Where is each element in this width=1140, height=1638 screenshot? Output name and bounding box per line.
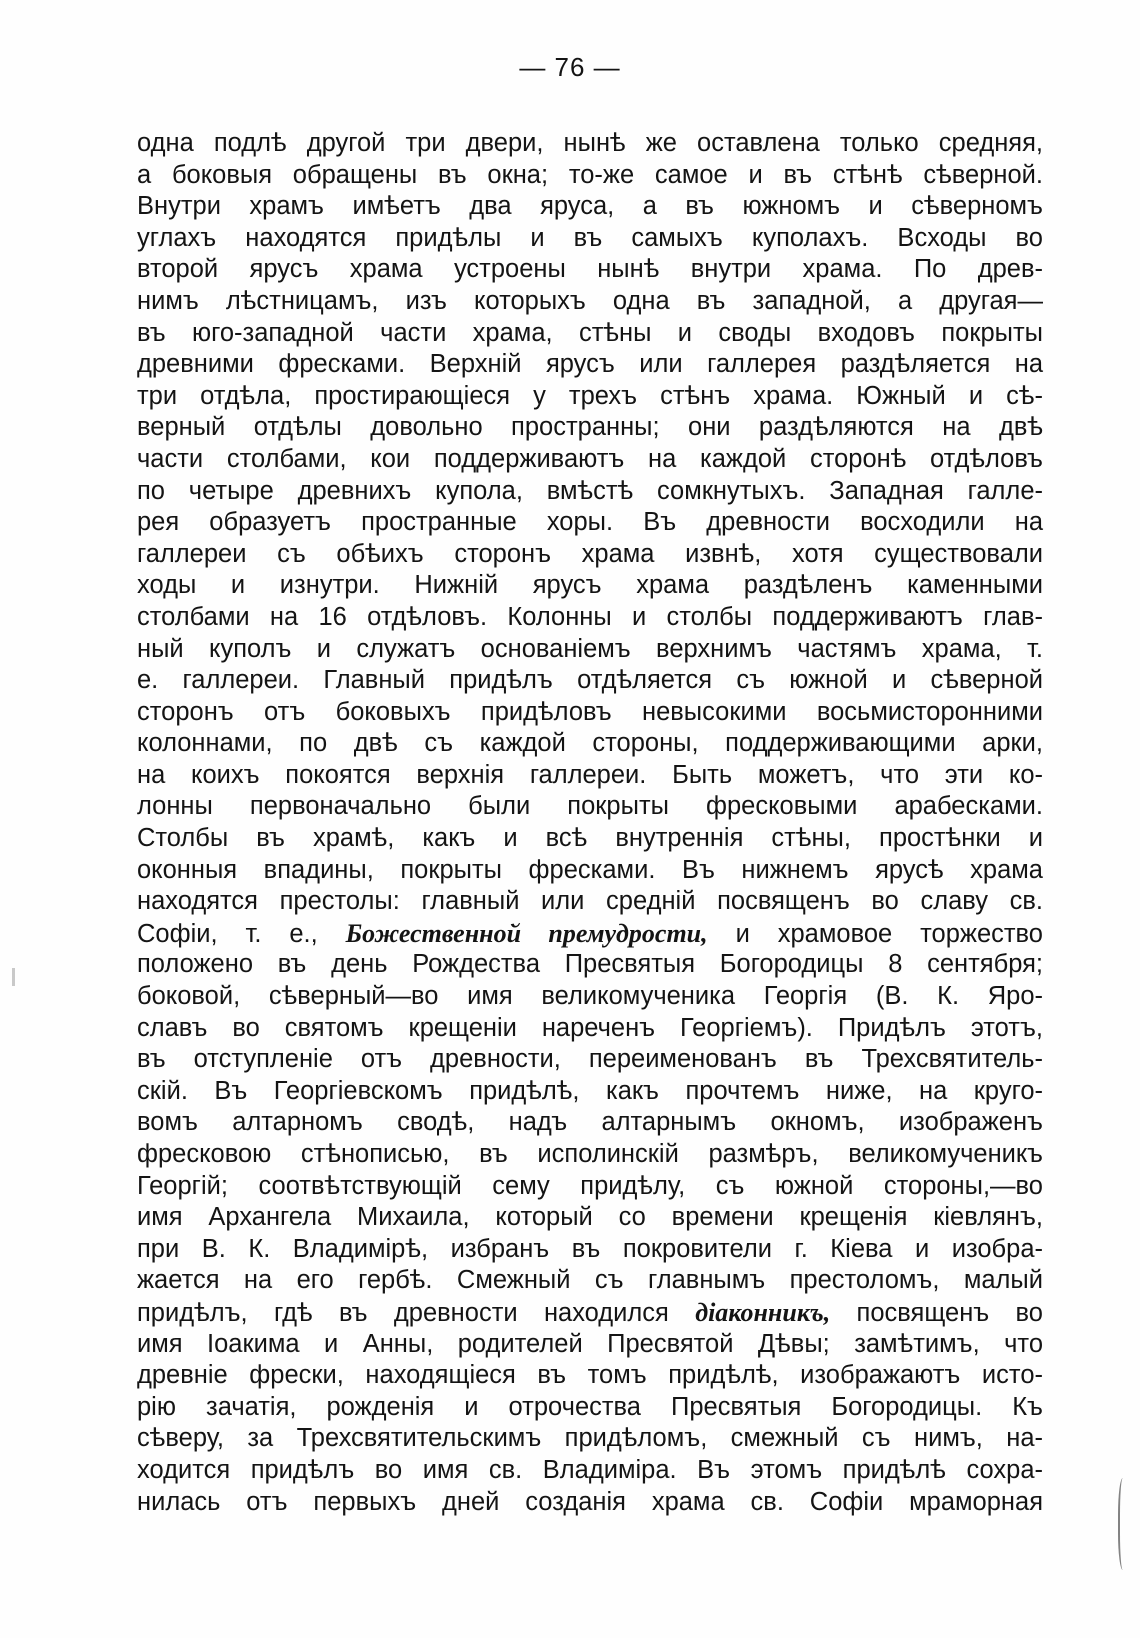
text-line: нимъ лѣстницамъ, изъ которыхъ одна въ западной, а другая— (137, 286, 1043, 315)
emphasized-text: Божественной премудрости, (345, 918, 708, 948)
text-segment: придѣлъ, гдѣ въ древности находился (137, 1298, 696, 1327)
text-line: три отдѣла, простирающіеся у трехъ стѣнъ храма. Южный и сѣ- (137, 381, 1043, 410)
text-line: лонны первоначально были покрыты фресковыми арабесками. (137, 792, 1043, 821)
scan-edge-mark (1118, 1478, 1130, 1570)
emphasized-text: діаконникъ, (695, 1297, 831, 1327)
body-text (137, 128, 1043, 1518)
text-line: Георгій; соотвѣтствующій сему придѣлу, съ южной стороны,—во (137, 1171, 1043, 1200)
text-line: ходы и изнутри. Нижній ярусъ храма раздѣленъ каменными (137, 571, 1043, 600)
text-segment: посвященъ во (830, 1298, 1043, 1327)
text-line (137, 1297, 1043, 1329)
text-line: Внутри храмъ имѣетъ два яруса, а въ южномъ и сѣверномъ (137, 192, 1043, 221)
text-line: галлереи съ обѣихъ сторонъ храма извнѣ, хотя существовали (137, 539, 1043, 568)
text-line: на коихъ покоятся верхнія галлереи. Быть можетъ, что эти ко- (137, 760, 1043, 789)
text-line: верный отдѣлы довольно пространны; они раздѣляются на двѣ (137, 413, 1043, 442)
text-line: жается на его гербѣ. Смежный съ главнымъ престоломъ, малый (137, 1266, 1043, 1295)
text-line: колоннами, по двѣ съ каждой стороны, поддерживающими арки, (137, 729, 1043, 758)
text-line: столбами на 16 отдѣловъ. Колонны и столбы поддерживаютъ глав- (137, 602, 1043, 631)
text-line (137, 918, 1043, 950)
text-segment: и храмовое торжество (707, 919, 1043, 948)
text-line: е. галлереи. Главный придѣлъ отдѣляется съ южной и сѣверной (137, 666, 1043, 695)
text-line: одна подлѣ другой три двери, нынѣ же оставлена только средняя, (137, 129, 1043, 157)
text-line: при В. К. Владимірѣ, избранъ въ покровители г. Кіева и изобра- (137, 1234, 1043, 1263)
scan-speck (12, 968, 15, 986)
text-line: второй ярусъ храма устроены нынѣ внутри храма. По древ- (137, 255, 1043, 284)
text-line: фресковою стѣнописью, въ исполинскій размѣръ, великомученикъ (137, 1140, 1043, 1168)
page-number: — 76 — (519, 52, 621, 82)
text-line: въ отступленіе отъ древности, переименованъ въ Трехсвятитель- (137, 1045, 1043, 1074)
text-line: рея образуетъ пространные хоры. Въ древности восходили на (137, 508, 1043, 537)
text-line: Столбы въ храмѣ, какъ и всѣ внутреннія стѣны, простѣнки и (137, 824, 1043, 853)
text-line: углахъ находятся придѣлы и въ самыхъ куполахъ. Всходы во (137, 223, 1043, 252)
text-line: положено въ день Рождества Пресвятыя Богородицы 8 сентября; (137, 950, 1043, 979)
text-line: части столбами, кои поддерживаютъ на каждой сторонѣ отдѣловъ (137, 444, 1043, 473)
text-line: славъ во святомъ крещеніи нареченъ Георгіемъ). Придѣлъ этотъ, (137, 1013, 1043, 1042)
text-line: а боковыя обращены въ окна; то-же самое и въ стѣнѣ сѣверной. (137, 160, 1043, 189)
text-line: скій. Въ Георгіевскомъ придѣлѣ, какъ прочтемъ ниже, на круго- (137, 1076, 1043, 1105)
text-line: имя Іоакима и Анны, родителей Пресвятой Дѣвы; замѣтимъ, что (137, 1329, 1043, 1358)
text-line: имя Архангела Михаила, который со времени крещенія кіевлянъ, (137, 1203, 1043, 1232)
text-line: ный куполъ и служатъ основаніемъ верхнимъ частямъ храма, т. (137, 634, 1043, 663)
text-line: находятся престолы: главный или средній посвященъ во славу св. (137, 887, 1043, 916)
text-line: нилась отъ первыхъ дней созданія храма св. Софіи мраморная (137, 1487, 1043, 1516)
text-segment: Софіи, т. е., (137, 919, 346, 948)
text-line: по четыре древнихъ купола, вмѣстѣ сомкнутыхъ. Западная галле- (137, 476, 1043, 505)
text-line: древніе фрески, находящіеся въ томъ придѣлѣ, изображаютъ исто- (137, 1361, 1043, 1390)
text-line: оконныя впадины, покрыты фресками. Въ нижнемъ ярусѣ храма (137, 855, 1043, 884)
text-line: сторонъ отъ боковыхъ придѣловъ невысокими восьмисторонними (137, 697, 1043, 726)
text-line: древними фресками. Верхній ярусъ или галлерея раздѣляется на (137, 350, 1043, 379)
text-line: боковой, сѣверный—во имя великомученика Георгія (В. К. Яро- (137, 982, 1043, 1011)
text-line: вомъ алтарномъ сводѣ, надъ алтарнымъ окномъ, изображенъ (137, 1108, 1043, 1137)
text-line: въ юго-западной части храма, стѣны и своды входовъ покрыты (137, 318, 1043, 347)
text-line: ходится придѣлъ во имя св. Владиміра. Въ этомъ придѣлѣ сохра- (137, 1455, 1043, 1484)
text-line: сѣверу, за Трехсвятительскимъ придѣломъ, смежный съ нимъ, на- (137, 1424, 1043, 1453)
text-line: рію зачатія, рожденія и отрочества Пресвятыя Богородицы. Къ (137, 1392, 1043, 1421)
